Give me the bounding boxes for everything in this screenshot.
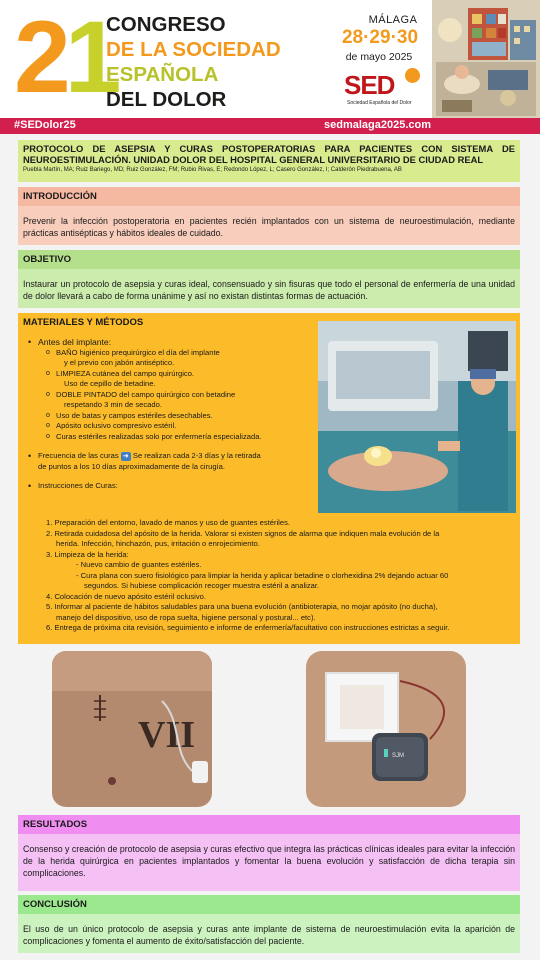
care-steps-list [46, 518, 516, 634]
wound-scene-icon [52, 651, 212, 807]
device-photo [306, 651, 466, 807]
list-item: o Curas estériles realizadas solo por enfermería especializada. [24, 432, 320, 443]
list-item: • Instrucciones de Curas: [24, 481, 320, 492]
section-introduccion [18, 187, 520, 245]
list-item-cont: Uso de cepillo de betadine. [64, 379, 156, 388]
title-line: DE LA SOCIEDAD [106, 38, 281, 61]
step-item: 2. Retirada cuidadosa del apósito de la herida. Valorar si existen signos de alarma que indiquen mala evolución de la [46, 528, 440, 538]
title-line: DEL DOLOR [106, 88, 227, 111]
hashtag-band [0, 118, 540, 134]
materials-list [24, 337, 320, 492]
section-conclusion [18, 895, 520, 953]
section-heading: CONCLUSIÓN [18, 895, 520, 914]
surgery-scene-icon [318, 321, 516, 513]
step-item-cont: manejo del dispositivo, uso de ropa suelta, higiene personal y postural... etc). [56, 612, 316, 622]
device-scene-icon [306, 651, 466, 807]
list-item: o Uso de batas y campos estériles desechables. [24, 411, 320, 422]
frecuencia-label: Frecuencia de las curas [38, 451, 119, 460]
month: de mayo 2025 [345, 51, 413, 63]
step-item-cont: herida. Infección, hinchazón, pus, irritación o enrojecimiento. [56, 539, 260, 548]
title-line: CONGRESO [106, 13, 226, 36]
sed-logo-subtitle: Sociedad Española del Dolor [347, 100, 412, 106]
city: MÁLAGA [368, 14, 418, 26]
congress-number [14, 0, 116, 114]
section-heading: INTRODUCCIÓN [18, 187, 520, 206]
section-heading: OBJETIVO [18, 250, 520, 269]
step-subitem-cont: segundos. Si hubiese complicación recoger muestra estéril a analizar. [84, 581, 320, 590]
frecuencia-text: Se realizan cada 2-3 días y la retirada [132, 451, 261, 460]
list-item [24, 451, 320, 462]
step-subitem: - Nuevo cambio de guantes estériles. [76, 560, 202, 569]
device-brand: SJM [392, 753, 404, 759]
poster-title: PROTOCOLO DE ASEPSIA Y CURAS POSTOPERATORIAS PARA PACIENTES CON SISTEMA DE NEUROESTIMULACIÓN. UNIDAD DOLOR DEL HOSPITAL GENERAL UNIVERSITARIO DE CIUDAD REAL [23, 143, 515, 165]
surgery-photo [318, 321, 516, 513]
section-heading: RESULTADOS [18, 815, 520, 834]
dates: 28·29·30 [341, 27, 419, 48]
number-digit-2: 2 [14, 0, 65, 114]
list-item-cont: de puntos a los 10 días aproximadamente de la cirugía. [38, 461, 226, 471]
poster-authors: Puebla Martín, MA; Ruiz Bariego, MD; Ruiz González, FM; Rubio Rivas, E; Redondo López, L; Casero González, I; Calderón Piedrabuena, AB [23, 167, 402, 173]
wound-photo [52, 651, 212, 807]
section-heading: MATERIALES Y MÉTODOS [18, 313, 520, 332]
step-item: 6. Entrega de próxima cita revisión, seguimiento e informe de enfermería/facultativo con instrucciones estrictas a seguir. [46, 623, 450, 632]
step-item: 3. Limpieza de la herida: [46, 549, 129, 559]
congress-header [0, 0, 540, 118]
header-illustration [432, 0, 540, 118]
illustration-art-icon [432, 0, 540, 118]
sed-logo: SED [344, 70, 395, 100]
sed-logo-badge-icon [405, 68, 420, 83]
number-digit-1: 1 [64, 0, 116, 114]
section-objetivo [18, 250, 520, 308]
step-subitem: - Cura plana con suero fisiológico para limpiar la herida y aplicar betadine o clorhexidina 2% dejando actuar 60 [76, 570, 449, 580]
list-item: o DOBLE PINTADO del campo quirúrgico con betadine [24, 390, 320, 401]
step-item: 1. Preparación del entorno, lavado de manos y uso de guantes estériles. [46, 518, 290, 527]
list-item: o Apósito oclusivo compresivo estéril. [24, 421, 320, 432]
step-item: 4. Colocación de nuevo apósito estéril oclusivo. [46, 591, 206, 601]
step-item: 5. Informar al paciente de hábitos saludables para una buena evolución (antibioterapia, no mojar apósito (no ducha), [46, 602, 438, 611]
section-text: Prevenir la infección postoperatoria en pacientes recién implantados con un sistema de neuroestimulación, mediante prácticas antisépticas y hábitos ideales de cuidado. [23, 216, 515, 238]
list-item-cont: respetando 3 min de secado. [64, 400, 162, 409]
list-item: o LIMPIEZA cutánea del campo quirúrgico. [24, 369, 320, 380]
section-text: El uso de un único protocolo de asepsia y curas ante implante de sistema de neuroestimulación evita la aparición de complicaciones y fomenta el aumento de éxito/satisfacción del paciente. [23, 924, 515, 946]
title-line: ESPAÑOLA [106, 63, 219, 86]
arrow-right-icon: ➜ [121, 452, 131, 461]
list-item-cont: y el previo con jabón antiséptico. [64, 358, 175, 367]
hashtag: #SEDolor25 [14, 119, 76, 131]
poster-title-box [18, 140, 520, 182]
list-item: o BAÑO higiénico prequirúrgico el día del implante [24, 348, 320, 359]
section-resultados [18, 815, 520, 891]
list-item: • Antes del implante: [24, 337, 320, 348]
congress-title [106, 12, 281, 112]
website-link[interactable]: sedmalaga2025.com [324, 119, 432, 131]
section-text: Consenso y creación de protocolo de asepsia y curas efectivo que integra las prácticas clínicas ideales para evitar la infección de la herida quirúrgica en pacientes implantados y fomentar la buena evolución y satisfacción de dicha terapia sin complicaciones. [23, 844, 515, 878]
section-text: Instaurar un protocolo de asepsia y curas ideal, consensuado y sin fisuras que todo el personal de enfermería de una unidad de dolor llevará a cabo de forma unánime y así no existan distintas formas de actuación. [23, 279, 515, 301]
tattoo-letters: VII [138, 714, 196, 756]
